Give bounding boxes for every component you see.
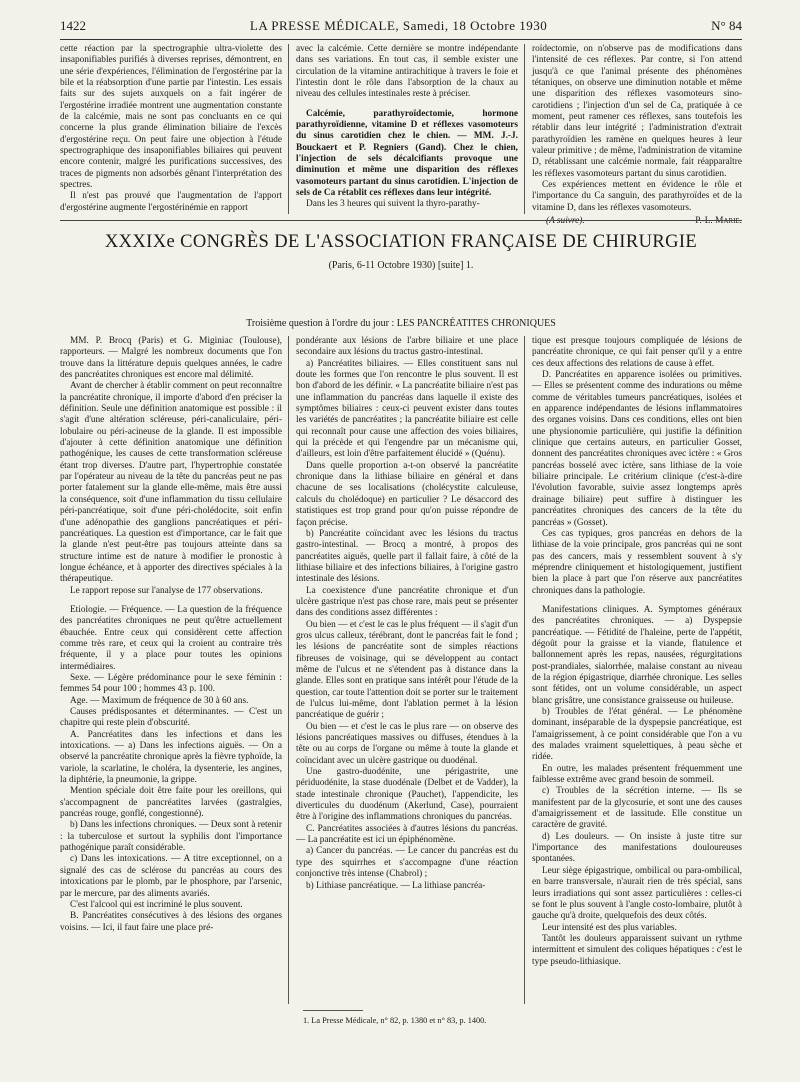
running-head [60, 18, 742, 38]
paragraph: tique est presque toujours compliquée de lésions de pancréatite chronique, ce qui fait penser qu'il y a entre ces deux affections des relations de cause à effet. [532, 336, 742, 369]
top-column-3 [532, 44, 742, 228]
column-rule [288, 336, 289, 1004]
signature-line [532, 216, 742, 227]
paragraph: b) Pancréatite coïncidant avec les lésions du tractus gastro-intestinal. — Brocq a montré, à propos des pancréatites aiguës, quelle part il fallait faire, à côté de la lithiase biliaire et des infections biliaires, à l'origine gastro intestinale des lésions. [296, 528, 518, 585]
question-heading: Troisième question à l'ordre du jour : LES PANCRÉATITES CHRONIQUES [246, 318, 556, 329]
paragraph: Ou bien — et c'est le cas le plus rare — on observe des lésions pancréatiques massives ou diffuses, étendues à la tête ou au corps de l'organe ou même à toute la glande et coïncidant avec un ulcère gastrique ou duodénal. [296, 721, 518, 766]
paragraph: Causes prédisposantes et déterminantes. — C'est un chapitre qui reste plein d'obscurité. [60, 707, 282, 729]
page-number: 1422 [60, 18, 86, 33]
top-column-2 [296, 44, 518, 211]
paragraph: Dans quelle proportion a-t-on observé la pancréatite chronique dans la lithiase biliaire en général et dans chacune de ses localisations (cholécystite calculeuse, calculs du cholédoque) en particulier ? Le désaccord des statistiques est trop grand pour qu'on puisse répondre de façon précise. [296, 460, 518, 528]
paragraph: Dans les 3 heures qui suivent la thyro-parathy- [306, 199, 480, 210]
paragraph: Ou bien — et c'est le cas le plus fréquent — il s'agit d'un gros ulcus calleux, térébrant, dont le pancréas fait le fond ; les lésions de pancréatite sont de simples réactions fibreuses de voisinage, qui se développent au contact même de l'ulcus et ne s'étendent pas à distance dans la glande. Elles sont en pratique sans intérêt pour l'étude de la question, car toute l'attention doit se porter sur le traitement de l'ulcus lui-même, dont l'ablation permet à la lésion pancréatique de guérir ; [296, 619, 518, 721]
paragraph: Avant de chercher à établir comment on peut reconnaître la pancréatite chronique, il importe d'abord d'en préciser la définition. Seule une définition anatomique est possible : il s'agit d'une altération scléreuse, péri-canaliculaire, péri-lobulaire ou péri-acineuse de la glande. Il est impossible d'ajouter à cette définition anatomique une définition pathogénique, les causes de cette transformation scléreuse étant trop diverses. D'autre part, l'hypertrophie constatée par l'opérateur au niveau de la tête du pancréas peut ne pas porter fatalement sur la glande elle-même, mais être aussi la conséquence, soit d'une inflammation du tissu cellulaire péri-pancréatique, soit d'une péri-cholédocite, soit enfin d'une adénopathie des ganglions pancréatiques et péri-pancréatiques. La question est d'importance, car le fait que la glande n'est peut-être pas toujours atteinte dans sa structure intime est de nature à modifier le pronostic à longue échéance, et à apporter des directives spéciales à la thérapeutique. [60, 381, 282, 585]
paragraph: b) Lithiase pancréatique. — La lithiase pancréa- [306, 880, 486, 891]
column-rule [288, 44, 289, 214]
column-rule [524, 44, 525, 214]
paragraph: Le rapport repose sur l'analyse de 177 observations. [70, 585, 263, 596]
paragraph: MM. P. Brocq (Paris) et G. Miginiac (Toulouse), rapporteurs. — Malgré les nombreux documents que l'on trouve dans la littérature depuis quelques années, le cadre des pancréatites chroniques est encore mal délimité. [60, 336, 282, 381]
section-heading-calcemie: Calcémie, parathyroïdectomie, hormone parathyroïdienne, vitamine D et réflexes vasomoteurs du sinus carotidien chez le chien. — MM. J.-J. Bouckaert et P. Regniers (Gand). Chez le chien, l'injection de sels décalcifiants provoque une diminution et même une disparition des réflexes vasomoteurs partant du sinus carotidien. L'injection de sels de Ca rétablit ces réflexes dans leur intégrité. [296, 108, 518, 199]
paragraph: avec la calcémie. Cette dernière se montre indépendante dans ses variations. En tout cas, il semble exister une circulation de la vitamine antirachitique à travers le foie et l'intestin dont le rôle dans l'absorption de la chaux au niveau des cellules intestinales reste à préciser. [296, 44, 518, 100]
column-rule [524, 336, 525, 1004]
paragraph: cette réaction par la spectrographie ultra-violette des insaponifiables purifiés à diverses reprises, démontrent, en une série d'expériences, l'élimination de l'ergostérine par la bile et la réabsorption d'une partie par l'intestin. Les essais faits sur des sujets auxquels on a fait ingérer de l'ergostérine irradiée montrent une augmentation constante de la calcémie, mais ne sont pas concluants en ce qui concerne la plus grande élimination biliaire de l'excès d'ergostérine reçu. On peut faire une objection à l'étude spectrographique des insaponifiables biliaires qui peuvent encore contenir, malgré les purifications successives, des traces de pigments non adsorbés gênant l'interprétation des spectres. [60, 44, 282, 191]
congress-subtitle: (Paris, 6-11 Octobre 1930) [suite] 1. [328, 260, 474, 271]
section-rule [60, 220, 742, 221]
footnote: 1. La Presse Médicale, n° 82, p. 1380 et n° 83, p. 1400. [303, 1016, 487, 1025]
paragraph: Age. — Maximum de fréquence de 30 à 60 ans. [70, 695, 249, 706]
paragraph: a) Pancréatites biliaires. — Elles constituent sans nul doute les formes que l'on rencontre le plus souvent. Il est bon d'abord de les définir. « La pancréatite biliaire n'est pas une inflammation du pancréas dans laquelle il existe des symptômes biliaires : ceux-ci peuvent exister dans toutes les variétés de pancréatites ; la pancréatite biliaire est celle qui reconnaît pour cause une affection des voies biliaires, qui la précède et qui l'engendre par un mécanisme qui, d'ailleurs, est loin d'être parfaitement élucidé » (Quénu). [296, 358, 518, 460]
body-column-1 [60, 336, 282, 934]
paragraph: d) Les douleurs. — On insiste à juste titre sur l'importance des manifestations douloureuses spontanées. [532, 831, 742, 865]
paragraph: Tantôt les douleurs apparaissent suivant un rythme intermittent et simulent des coliques hépatiques : c'est le type pseudo-lithiasique. [532, 933, 742, 967]
footnote-rule [303, 1010, 363, 1011]
paragraph: c) Dans les intoxications. — A titre exceptionnel, on a signalé des cas de sclérose du pancréas au cours des intoxications par le plomb, par le phosphore, par l'arsenic, par le mercure, par des aliments avariés. [60, 854, 282, 899]
paragraph: Leur siège épigastrique, ombilical ou para-ombilical, en barre transversale, n'aurait rien de très spécial, sans leurs irradiations qui sont assez particulières : celles-ci se font le plus souvent à l'angle costo-lombaire, plutôt à gauche qu'à droite, quelquefois des deux côtés. [532, 865, 742, 922]
paragraph: roïdectomie, on n'observe pas de modifications dans l'intensité de ces réflexes. Par contre, si l'on attend jusqu'à ce que l'animal présente des phénomènes tétaniques, on observe une diminution notable et même une disparition des réflexes vasomoteurs sino-carotidiens ; l'injection d'un sel de Ca, pratiquée à ce moment, peut ramener ces réflexes, sans toutefois les rétablir dans leur intégrité ; l'administration d'extrait parathyroïdien les ramène en quelques heures à leur valeur primitive ; de même, l'administration de vitamine D, rétablissant une calcémie normale, fait réapparaître les réflexes vasomoteurs partant du sinus carotidien. [532, 44, 742, 179]
paragraph: Sexe. — Légère prédominance pour le sexe féminin : femmes 54 pour 100 ; hommes 43 p. 100. [60, 672, 282, 695]
issue-number: N° 84 [711, 18, 742, 33]
paragraph: a) Cancer du pancréas. — Le cancer du pancréas est du type des squirrhes et s'accompagne d'une réaction conjonctive très intense (Chabrol) ; [296, 846, 518, 880]
paragraph: C. Pancréatites associées à d'autres lésions du pancréas. — La pancréatite est ici un épiphénomène. [296, 823, 518, 846]
paragraph: Ces cas typiques, gros pancréas en dehors de la lithiase de la voie principale, gros pancréas qui ne sont pas des cancers, mais y ressemblent souvent à s'y méprendre cliniquement et histologiquement, justifient bien la place à part que l'on réserve aux pancréatites chroniques dans la pathologie. [532, 528, 742, 596]
a-suivre: (A suivre). [546, 216, 585, 227]
paragraph: Ces expériences mettent en évidence le rôle et l'importance du Ca sanguin, des parathyroïdes et de la vitamine D, dans les réflexes vasomoteurs. [532, 180, 742, 213]
paragraph: En outre, les malades présentent fréquemment une faiblesse extrême avec grand besoin de sommeil. [532, 763, 742, 786]
paragraph: Une gastro-duodénite, une périgastrite, une périduodénite, la stase duodénale (Delbet et de Vadder), la stade intestinale chronique (Pauchet), l'appendicite, les diverticules du duodénum (Akerlund, Case), pourraient être à l'origine des inflammations chroniques du pancréas. [296, 767, 518, 823]
congress-title: XXXIXe CONGRÈS DE L'ASSOCIATION FRANÇAISE DE CHIRURGIE [104, 232, 698, 252]
paragraph: A. Pancréatites dans les infections et dans les intoxications. — a) Dans les infections aiguës. — On a observé la pancréatite chronique après la fièvre typhoïde, la variole, la scarlatine, le choléra, la dysenterie, les angines, la diphtérie, la pneumonie, la grippe. [60, 729, 282, 786]
paragraph: b) Dans les infections chroniques. — Deux sont à retenir : la tuberculose et surtout la syphilis dont l'importance pathogénique paraît considérable. [60, 820, 282, 854]
paragraph: C'est l'alcool qui est incriminé le plus souvent. [70, 899, 243, 910]
header-rule [60, 39, 742, 40]
paragraph: c) Troubles de la sécrétion interne. — Ils se manifestent par de la glycosurie, et sont une des causes d'amaigrissement et de lassitude. Elle constitue un caractère de gravité. [532, 786, 742, 831]
section-heading-etiologie: Etiologie. — Fréquence. — La question de la fréquence des pancréatites chroniques ne peut qu'être actuellement ébauchée. Entre ceux qui considèrent cette affection comme très rare, et ceux qui la croient au contraire très fréquente, il y a place pour toutes les opinions intermédiaires. [60, 604, 282, 672]
body-column-3 [532, 336, 742, 968]
running-title: LA PRESSE MÉDICALE, Samedi, 18 Octobre 1930 [249, 18, 548, 33]
top-column-1 [60, 44, 282, 214]
paragraph: Mention spéciale doit être faite pour les oreillons, qui s'accompagnent de pancréatites larvées (gastralgies, pancréas rouge, gonflé, congestionné). [60, 786, 282, 820]
paragraph: Il n'est pas prouvé que l'augmentation de l'apport d'ergostérine augmente l'ergostérinémie en rapport [60, 191, 282, 213]
paragraph: B. Pancréatites consécutives à des lésions des organes voisins. — Ici, il faut faire une place pré- [60, 911, 282, 933]
paragraph: La coexistence d'une pancréatite chronique et d'un ulcère gastrique n'est pas chose rare, mais peut se présenter dans des conditions assez différentes : [296, 585, 518, 619]
paragraph: D. Pancréatites en apparence isolées ou primitives. — Elles se présentent comme des indurations ou même comme de véritables tumeurs pancréatiques, isolées et en apparence indépendantes de lésions inflammatoires des organes voisins. Dans ces conditions, elles ont bien une physionomie particulière, qui justifie la définition clinique que certains auteurs, en particulier Gosset, donnent des pancréatites chroniques avec ictère : « Gros pancréas bosselé avec ictère, sans lithiase de la voie biliaire principale. Le critérium clinique (c'est-à-dire l'évolution favorable, suivie assez longtemps après drainage biliaire) peut suffire à distinguer les pancréatites chroniques des cancers de la tête du pancréas » (Gosset). [532, 370, 742, 528]
paragraph: pondérante aux lésions de l'arbre biliaire et une place secondaire aux lésions du tractus gastro-intestinal. [296, 336, 518, 358]
paragraph: b) Troubles de l'état général. — Le phénomène dominant, inséparable de la dyspepsie pancréatique, est l'amaigrissement, à ce point considérable que l'on a vu des malades vraiment squelettiques, à peau sèche et ridée. [532, 707, 742, 763]
section-heading-manifestations: Manifestations cliniques. A. Symptomes généraux des pancréatites chroniques. — a) Dyspepsie pancréatique. — Fétidité de l'haleine, perte de l'appétit, dégoût pour la graisse et la viande, flatulence et ballonnement après les repas, nausées, régurgitations post-prandiales, sialorrhée, malaise constant au niveau de la région épigastrique, diarrhée chronique. Les selles sont fétides, ont un volume considérable, un aspect blanc grisâtre, une consistance graisseuse ou huileuse. [532, 604, 742, 706]
signature: P.-L. Marie. [695, 216, 742, 227]
paragraph: Leur intensité est des plus variables. [542, 922, 677, 933]
body-column-2 [296, 336, 518, 892]
